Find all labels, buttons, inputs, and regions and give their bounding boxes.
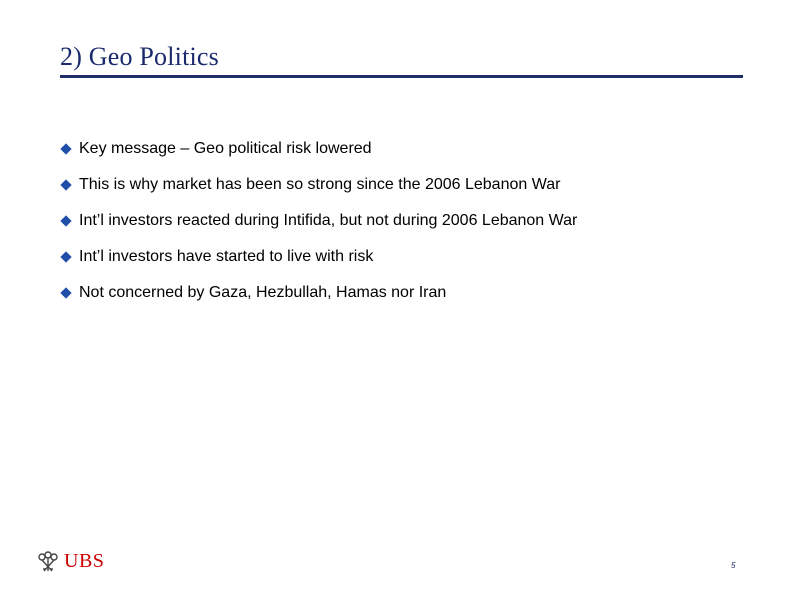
bullet-list xyxy=(60,131,577,311)
diamond-bullet-icon xyxy=(60,143,71,154)
ubs-logo xyxy=(35,550,104,573)
bullet-item xyxy=(60,275,577,311)
diamond-bullet-icon xyxy=(60,287,71,298)
diamond-bullet-icon xyxy=(60,215,71,226)
bullet-text: Int’l investors have started to live with risk xyxy=(79,248,374,265)
bullet-item xyxy=(60,239,577,275)
logo-text: UBS xyxy=(64,550,105,572)
bullet-item xyxy=(60,131,577,167)
bullet-text: Int’l investors reacted during Intifida, but not during 2006 Lebanon War xyxy=(79,212,578,229)
page-number: 5 xyxy=(731,561,736,570)
diamond-bullet-icon xyxy=(60,251,71,262)
title-underline xyxy=(60,75,743,78)
bullet-text: This is why market has been so strong since the 2006 Lebanon War xyxy=(79,176,561,193)
bullet-text: Not concerned by Gaza, Hezbullah, Hamas nor Iran xyxy=(79,284,447,301)
bullet-item xyxy=(60,167,577,203)
diamond-bullet-icon xyxy=(60,179,71,190)
slide-title: 2) Geo Politics xyxy=(60,42,219,71)
bullet-item xyxy=(60,203,577,239)
three-keys-icon xyxy=(35,551,61,573)
bullet-text: Key message – Geo political risk lowered xyxy=(79,140,372,157)
